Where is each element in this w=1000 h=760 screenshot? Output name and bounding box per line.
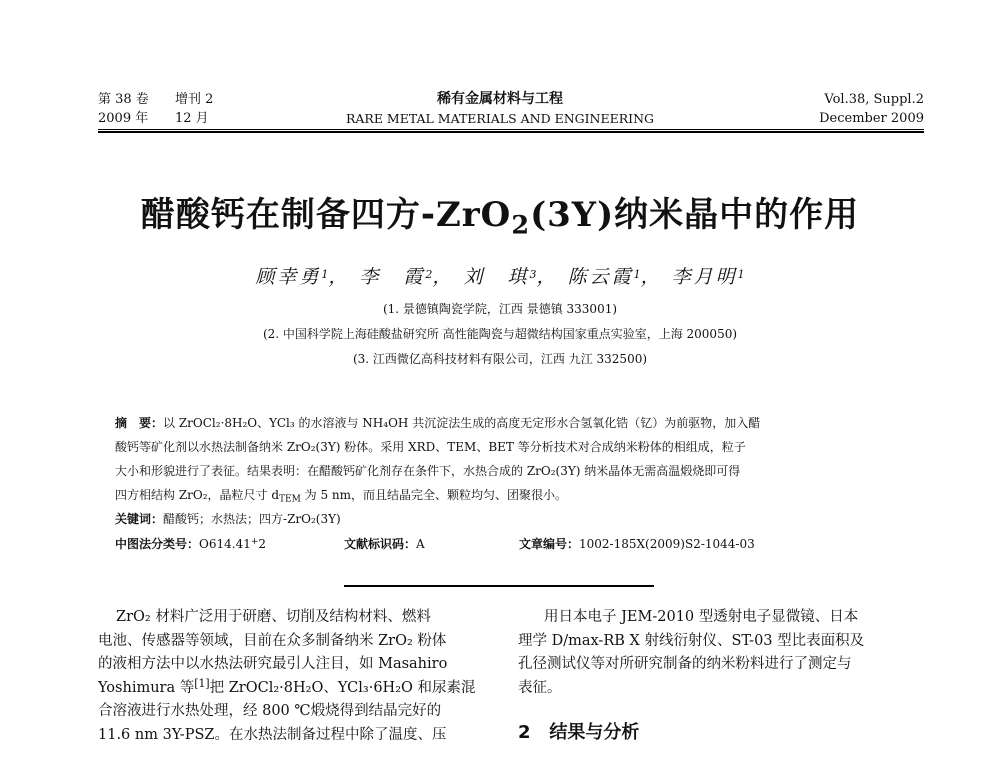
left-col-line-3: 的液相方法中以水热法研究最引人注目，如 Masahiro (98, 656, 448, 672)
affiliation-2: (2. 中国科学院上海硅酸盐研究所 高性能陶瓷与超微结构国家重点实验室，上海 200050) (262, 327, 738, 341)
right-col-line-1: 用日本电子 JEM-2010 型透射电子显微镜、日本 (544, 609, 859, 625)
clc-number (115, 535, 266, 552)
affiliation-3: (3. 江西微亿高科技材料有限公司，江西 九江 332500) (352, 352, 648, 366)
header-rule-thin (98, 129, 924, 130)
header-month: 12 月 (175, 111, 209, 126)
author-affiliation-mark: 2 (425, 268, 433, 282)
journal-name-cn: 稀有金属材料与工程 (437, 91, 563, 107)
journal-name-en: RARE METAL MATERIALS AND ENGINEERING (345, 111, 655, 126)
author-affiliation-mark: 1 (633, 268, 641, 282)
left-col-line-1: ZrO₂ 材料广泛用于研磨、切削及结构材料、燃料 (116, 609, 431, 625)
section-title: 结果与分析 (549, 722, 640, 743)
abstract-subscript: TEM (279, 494, 301, 505)
author-list (0, 262, 1000, 289)
document-code (344, 535, 425, 552)
body-text: 把 ZrOCl₂·8H₂O、YCl₃·6H₂O 和尿素混 (209, 679, 476, 696)
title-formula-sub: 2 (511, 210, 531, 241)
clc-tail: 2 (258, 537, 267, 551)
left-col-line-6: 11.6 nm 3Y-PSZ。在水热法制备过程中除了温度、压 (98, 726, 447, 743)
author-name: 刘 琪 (463, 266, 530, 288)
title-part-a: 醋酸钙在制备四方- (140, 195, 436, 235)
header-volume-en: Vol.38, Suppl.2 (824, 92, 924, 107)
document-code-label: 文献标识码： (344, 537, 417, 551)
abstract-line-2: 酸钙等矿化剂以水热法制备纳米 ZrO₂(3Y) 粉体。采用 XRD、TEM、BET 等分析技术对合成纳米粉体的相组成，粒子 (115, 440, 746, 454)
author-separator: ， (536, 266, 559, 288)
abstract-text: 为 5 nm，而且结晶完全、颗粒均匀、团聚很小。 (300, 488, 568, 502)
affiliation-1: (1. 景德镇陶瓷学院，江西 景德镇 333001) (382, 302, 618, 316)
author-affiliation-mark: 1 (321, 268, 329, 282)
abstract-text: 以 ZrOCl₂·8H₂O、YCl₃ 的水溶液与 NH₄OH 共沉淀法生成的高度无定形水合氢氧化锆（钇）为前驱物，加入醋 (163, 416, 761, 430)
header-rule-thick (98, 131, 924, 133)
clc-sup: + (250, 536, 259, 547)
body-text: Yoshimura 等 (98, 679, 195, 696)
title-formula (435, 195, 615, 241)
header-issue: 增刊 2 (175, 92, 214, 107)
article-number (519, 535, 755, 552)
author-separator: ， (640, 266, 663, 288)
article-number-label: 文章编号： (519, 537, 580, 551)
citation-ref: [1] (194, 676, 210, 690)
author-name: 李月明 (671, 266, 738, 288)
clc-label: 中图法分类号： (115, 537, 200, 551)
title-formula-zr: ZrO (435, 195, 512, 235)
title-formula-3y: (3Y) (530, 195, 615, 235)
abstract-label: 摘 要： (115, 416, 164, 430)
author-name: 陈云霞 (567, 266, 634, 288)
clc-value: O614.41 (199, 537, 251, 551)
paper-title (0, 193, 1000, 241)
abstract-line-4 (115, 486, 567, 503)
abstract-line-3: 大小和形貌进行了表征。结果表明：在醋酸钙矿化剂存在条件下，水热合成的 ZrO₂(3Y) 纳米晶体无需高温煅烧即可得 (115, 464, 741, 478)
keywords-label: 关键词： (115, 512, 164, 526)
header-volume: 第 38 卷 (98, 92, 149, 107)
left-col-line-5: 合溶液进行水热处理，经 800 ℃煅烧得到结晶完好的 (98, 703, 442, 719)
section-heading (518, 718, 639, 744)
author-name: 李 霞 (359, 266, 426, 288)
title-part-c: 纳米晶中的作用 (614, 195, 860, 235)
abstract-divider (344, 585, 654, 587)
left-col-line-4 (98, 677, 476, 701)
right-col-line-4: 表征。 (518, 679, 562, 696)
header-date-en: December 2009 (819, 111, 924, 126)
keywords-value: 醋酸钙；水热法；四方-ZrO₂(3Y) (163, 512, 341, 526)
right-col-line-3: 孔径测试仪等对所研究制备的纳米粉料进行了测定与 (518, 656, 852, 672)
right-col-line-2: 理学 D/max-RB X 射线衍射仪、ST-03 型比表面积及 (518, 632, 865, 649)
document-code-value: A (416, 537, 425, 551)
author-affiliation-mark: 1 (737, 268, 745, 282)
header-year: 2009 年 (98, 111, 149, 126)
abstract-line-1 (115, 414, 760, 431)
left-col-line-2: 电池、传感器等领域，目前在众多制备纳米 ZrO₂ 粉体 (98, 632, 447, 649)
author-separator: ， (328, 266, 351, 288)
author-name: 顾幸勇 (255, 266, 322, 288)
author-separator: ， (432, 266, 455, 288)
abstract-text: 四方相结构 ZrO₂，晶粒尺寸 d (115, 488, 280, 502)
keywords (115, 510, 341, 527)
article-number-value: 1002-185X(2009)S2-1044-03 (579, 537, 755, 551)
author-affiliation-mark: 3 (529, 268, 537, 282)
section-number: 2 (518, 722, 531, 743)
